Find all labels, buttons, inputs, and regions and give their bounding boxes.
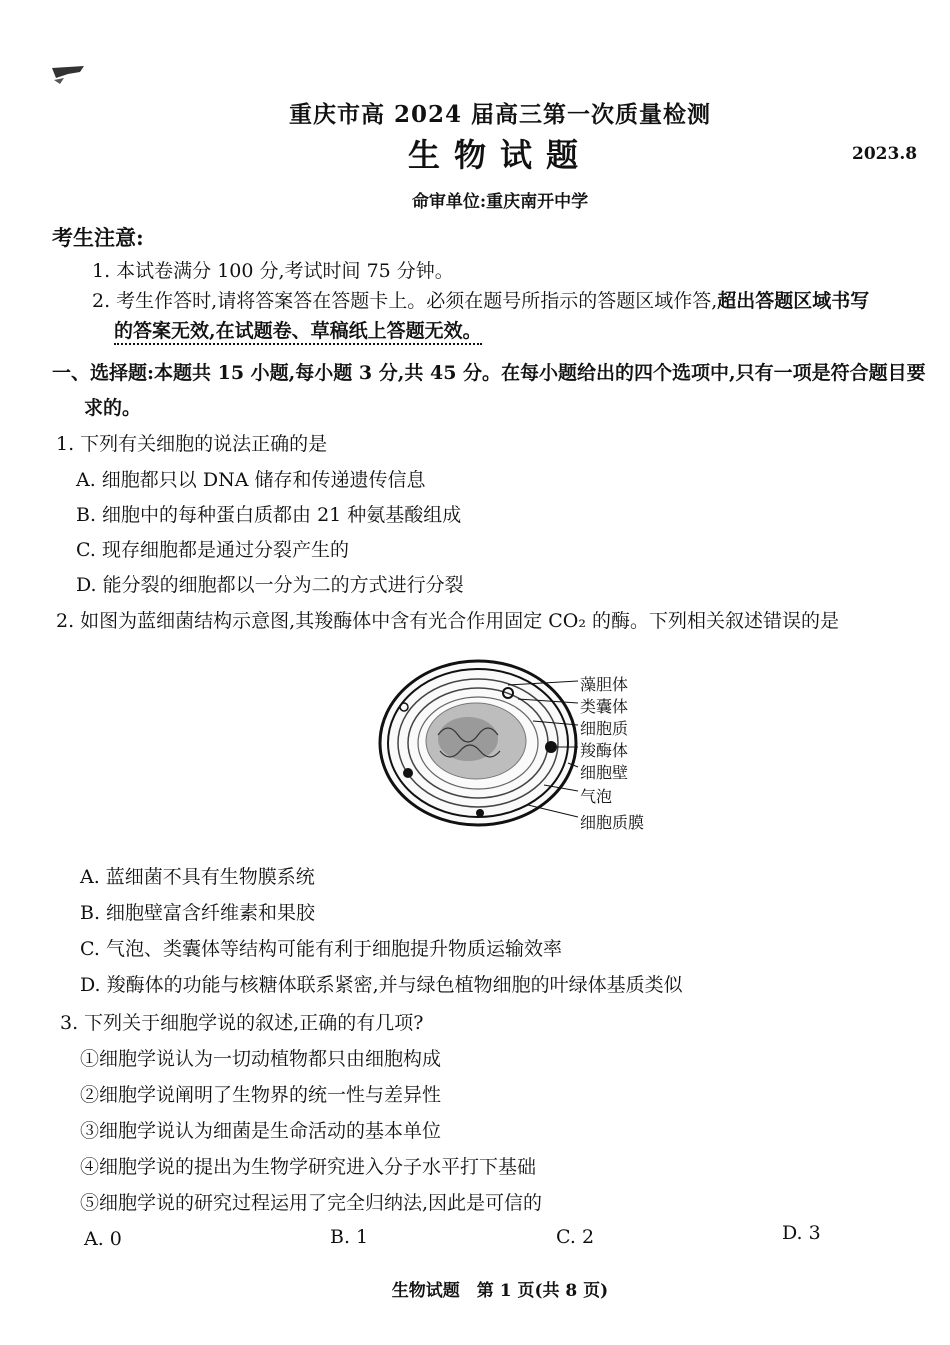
notice-item-2 xyxy=(92,286,942,313)
section-1-instructions: 一、选择题:本题共 15 小题,每小题 3 分,共 45 分。在每小题给出的四个选项中,只有一项是符合题目要 xyxy=(52,362,926,384)
q1-option-d: D. 能分裂的细胞都以一分为二的方式进行分裂 xyxy=(76,574,464,596)
q3-statement-2: ②细胞学说阐明了生物界的统一性与差异性 xyxy=(80,1084,442,1106)
q3-option-b: B. 1 xyxy=(330,1226,369,1248)
q1-option-a: A. 细胞都只以 DNA 储存和传递遗传信息 xyxy=(76,469,426,491)
notice-item-2-text: 2. 考生作答时,请将答案答在答题卡上。必须在题号所指示的答题区域作答, xyxy=(92,290,718,312)
q3-option-a: A. 0 xyxy=(84,1228,122,1250)
q2-option-b: B. 细胞壁富含纤维素和果胶 xyxy=(80,902,316,924)
corner-mark-icon xyxy=(50,64,86,86)
notice-heading: 考生注意: xyxy=(52,225,144,250)
label-phycobilisome: 藻胆体 xyxy=(580,675,629,694)
q2-stem: 2. 如图为蓝细菌结构示意图,其羧酶体中含有光合作用固定 CO₂ 的酶。下列相关叙述错误的是 xyxy=(56,610,840,632)
setting-unit: 命审单位:重庆南开中学 xyxy=(411,192,589,212)
label-carboxysome: 羧酶体 xyxy=(580,741,629,760)
label-thylakoid: 类囊体 xyxy=(580,697,629,716)
q2-option-d: D. 羧酶体的功能与核糖体联系紧密,并与绿色植物细胞的叶绿体基质类似 xyxy=(80,974,683,996)
q2-option-a: A. 蓝细菌不具有生物膜系统 xyxy=(80,866,315,888)
notice-item-2-cont xyxy=(114,316,482,343)
q3-stem: 3. 下列关于细胞学说的叙述,正确的有几项? xyxy=(60,1012,424,1034)
label-cell-wall: 细胞壁 xyxy=(580,763,629,782)
q2-option-c: C. 气泡、类囊体等结构可能有利于细胞提升物质运输效率 xyxy=(80,938,562,960)
q1-option-b: B. 细胞中的每种蛋白质都由 21 种氨基酸组成 xyxy=(76,504,462,526)
q1-stem: 1. 下列有关细胞的说法正确的是 xyxy=(56,433,328,455)
q3-statement-4: ④细胞学说的提出为生物学研究进入分子水平打下基础 xyxy=(80,1156,537,1178)
exam-title: 重庆市高 2024 届高三第一次质量检测 xyxy=(288,101,712,128)
label-plasma-membrane: 细胞质膜 xyxy=(580,813,645,832)
q3-option-c: C. 2 xyxy=(556,1226,595,1248)
exam-date: 2023.8 xyxy=(852,144,918,164)
q3-statement-5: ⑤细胞学说的研究过程运用了完全归纳法,因此是可信的 xyxy=(80,1192,543,1214)
q3-option-d: D. 3 xyxy=(782,1222,821,1244)
q1-option-c: C. 现存细胞都是通过分裂产生的 xyxy=(76,539,349,561)
label-cytoplasm: 细胞质 xyxy=(580,719,629,738)
label-gas-vesicle: 气泡 xyxy=(580,787,613,806)
q3-statement-1: ①细胞学说认为一切动植物都只由细胞构成 xyxy=(80,1048,442,1070)
page-footer: 生物试题 第 1 页(共 8 页) xyxy=(391,1281,609,1301)
notice-item-1: 1. 本试卷满分 100 分,考试时间 75 分钟。 xyxy=(92,260,454,282)
notice-item-2-emphasis: 超出答题区域书写 xyxy=(717,290,869,313)
q3-statement-3: ③细胞学说认为细菌是生命活动的基本单位 xyxy=(80,1120,442,1142)
subject-title: 生物试题 xyxy=(407,136,592,174)
section-1-instructions-cont: 求的。 xyxy=(84,397,142,419)
notice-item-2-emphasis-2: 的答案无效,在试题卷、草稿纸上答题无效。 xyxy=(114,320,482,345)
